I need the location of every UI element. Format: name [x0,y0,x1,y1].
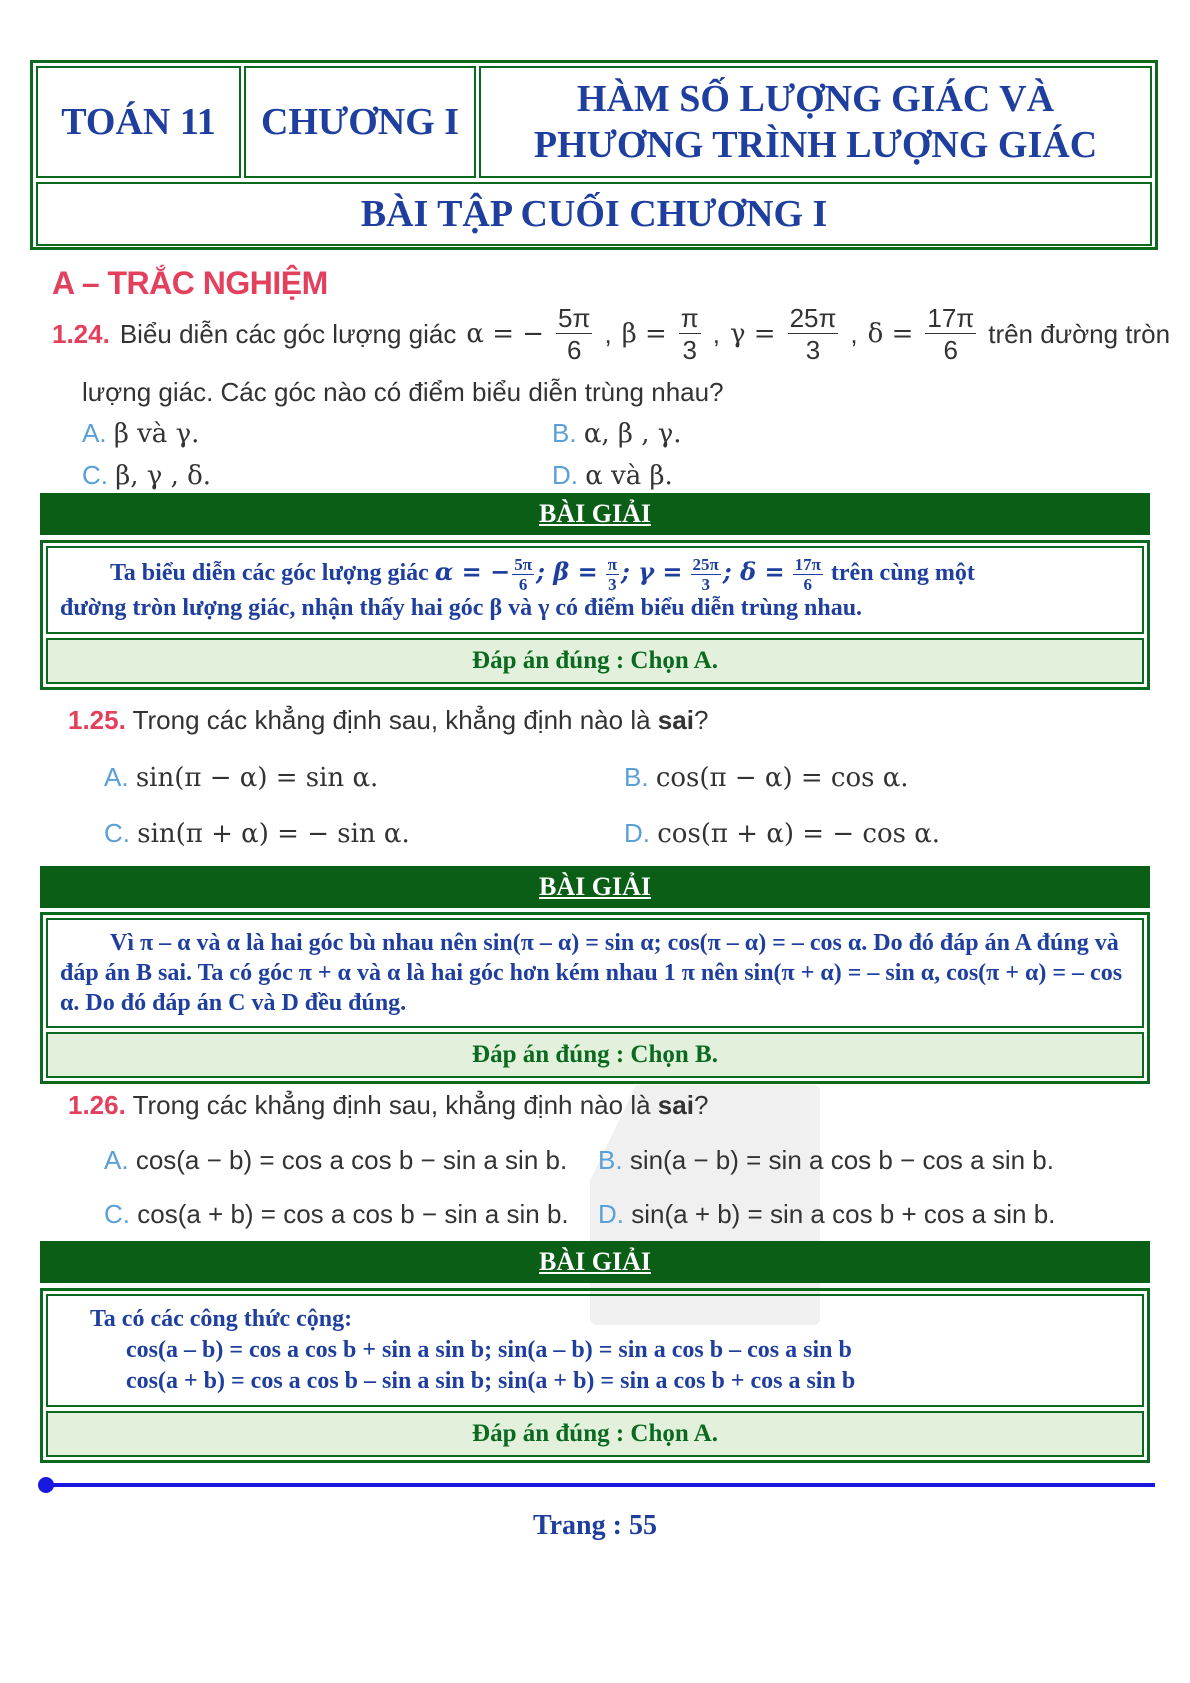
fraction-denominator: 3 [682,335,697,365]
beta-fraction [679,305,701,363]
question-text-end: trên đường tròn [988,318,1171,349]
beta-label: β = [621,319,667,349]
option-letter: B. [598,1145,623,1175]
alpha-label: α = − [434,557,511,587]
solution-text-start: Ta biểu diễn các góc lượng giác [110,560,429,587]
chapter-title-line2: PHƯƠNG TRÌNH LƯỢNG GIÁC [533,124,1098,166]
question-emphasis: sai [657,1090,694,1120]
option-text: sin(π − α) = sin α. [135,763,379,793]
delta-fraction [793,556,823,593]
beta-fraction [606,556,619,593]
option-letter: A. [104,762,129,792]
solution-header-label: BÀI GIẢI [539,499,651,528]
option-c [104,818,410,849]
option-d [624,818,940,849]
solution-header-label: BÀI GIẢI [539,1247,651,1276]
question-emphasis: sai [657,705,694,735]
section-title: A – TRẮC NGHIỆM [52,265,328,301]
solution-line2: cos(a – b) = cos a cos b + sin a sin b; sin(a – b) = sin a cos b – cos a sin b [126,1337,852,1363]
subject-label: TOÁN 11 [36,66,241,178]
gamma-label: ; γ = [621,557,683,587]
chapter-title [479,66,1152,178]
solution-text [46,546,1144,634]
gamma-fraction [691,556,721,593]
question-stem: 1.24. Biểu diễn các góc lượng giác α = − $\frac{5\pi}{6}$ , β = $\frac{\pi}{3}$ , γ = $\frac{25\pi}{3}$ , δ = $\frac{17\pi}{6}$ trên đường tròn [52,303,1171,365]
footer-divider [45,1483,1155,1487]
question-text: Trong các khẳng định sau, khẳng định nào là [132,1090,651,1120]
solution-line3: cos(a + b) = cos a cos b – sin a sin b; sin(a + b) = sin a cos b + cos a sin b [126,1368,856,1394]
option-a [82,418,199,449]
chapter-label: CHƯƠNG I [244,66,476,178]
page-number: Trang : 55 [533,1510,657,1541]
option-letter: A. [104,1145,129,1175]
solution-text [46,1294,1144,1407]
fraction-denominator: 6 [803,575,812,594]
option-letter: C. [104,818,130,848]
option-text: β và γ. [113,419,200,449]
answer-banner: Đáp án đúng : Chọn B. [46,1032,1144,1078]
option-text: cos(π − α) = cos α. [655,763,909,793]
option-d [552,460,673,491]
fraction-numerator: 17π [794,555,821,574]
option-a [104,1145,567,1176]
option-letter: B. [552,418,577,448]
delta-label: ; δ = [722,557,785,587]
solution-box [40,540,1150,690]
fraction-denominator: 6 [567,335,582,365]
option-text: α và β. [585,461,673,491]
fraction-denominator: 3 [805,335,821,365]
question-1-25 [68,705,1148,878]
option-text: sin(a − b) = sin a cos b − cos a sin b. [629,1145,1054,1175]
option-letter: D. [624,818,650,848]
question-text: Trong các khẳng định sau, khẳng định nào là [132,705,651,735]
option-letter: D. [598,1199,624,1229]
option-letter: D. [552,460,578,490]
alpha-fraction [512,556,534,593]
solution-header [40,866,1150,908]
beta-label: ; β = [536,557,598,587]
exercise-subtitle: BÀI TẬP CUỐI CHƯƠNG I [36,182,1152,246]
option-a [104,762,378,793]
chapter-header [30,60,1158,250]
option-text: cos(a − b) = cos a cos b − sin a sin b. [135,1145,568,1175]
delta-fraction [925,305,976,363]
solution-header [40,493,1150,535]
question-1-26 [68,1090,1148,1261]
fraction-numerator: 5π [514,555,533,574]
chapter-title-line1: HÀM SỐ LƯỢNG GIÁC VÀ [576,78,1055,120]
fraction-denominator: 6 [518,575,528,594]
option-b [598,1145,1054,1176]
fraction-numerator: π [680,303,699,333]
option-b [624,762,909,793]
option-c [104,1199,569,1230]
option-letter: A. [82,418,107,448]
option-c [82,460,211,491]
solution-header [40,1241,1150,1283]
fraction-numerator: π [607,555,618,574]
question-1-24 [52,303,1171,504]
footer-dot [38,1477,54,1493]
question-number: 1.26. [68,1090,126,1120]
fraction-denominator: 3 [701,575,710,594]
question-stem [68,1090,1148,1121]
solution-header-label: BÀI GIẢI [539,872,651,901]
solution-text-end: trên cùng một [830,560,975,587]
option-letter: C. [82,460,108,490]
question-mark: ? [693,1090,709,1120]
option-text: sin(a + b) = sin a cos b + cos a sin b. [631,1199,1056,1229]
fraction-denominator: 6 [943,335,959,365]
option-letter: C. [104,1199,130,1229]
fraction-numerator: 5π [558,303,591,333]
fraction-denominator: 3 [608,575,617,594]
alpha-fraction [556,305,592,363]
fraction-numerator: 17π [927,303,975,333]
question-number: 1.24. [52,318,110,349]
option-letter: B. [624,762,649,792]
option-text: β, γ , δ. [115,461,212,491]
solution-text: Vì π – α và α là hai góc bù nhau nên sin(π – α) = sin α; cos(π – α) = – cos α. Do đó đáp án A đúng và đáp án B sai. Ta có góc π + α và α là hai góc hơn kém nhau 1 π nên sin(π + α) = – sin α, cos(π + α) = – cos α. Do đó đáp án C và D đều đúng. [46,918,1144,1028]
solution-box [40,1288,1150,1463]
question-number: 1.25. [68,705,126,735]
option-text: sin(π + α) = − sin α. [137,819,410,849]
solution-box [40,912,1150,1084]
solution-line2: đường tròn lượng giác, nhận thấy hai góc β và γ có điểm biểu diễn trùng nhau. [60,595,863,621]
option-b [552,418,682,449]
alpha-label: α = − [466,319,545,349]
question-stem [68,705,1148,736]
question-text-line2: lượng giác. Các góc nào có điểm biểu diễn trùng nhau? [82,377,724,407]
option-d [598,1199,1055,1230]
solution-line1 [60,556,1130,593]
gamma-label: γ = [729,319,776,349]
fraction-numerator: 25π [692,555,719,574]
option-text: α, β , γ. [583,419,682,449]
option-text: cos(a + b) = cos a cos b − sin a sin b. [137,1199,569,1229]
question-mark: ? [693,705,709,735]
question-text: Biểu diễn các góc lượng giác [119,318,457,349]
gamma-fraction [788,305,839,363]
options-grid [68,758,1148,878]
option-text: cos(π + α) = − cos α. [657,819,941,849]
delta-label: δ = [867,319,914,349]
fraction-numerator: 25π [789,303,837,333]
header-row [36,66,1152,178]
solution-line1: Ta có các công thức cộng: [90,1306,353,1332]
answer-banner: Đáp án đúng : Chọn A. [46,1411,1144,1457]
answer-banner: Đáp án đúng : Chọn A. [46,638,1144,684]
options-grid [52,414,1132,504]
